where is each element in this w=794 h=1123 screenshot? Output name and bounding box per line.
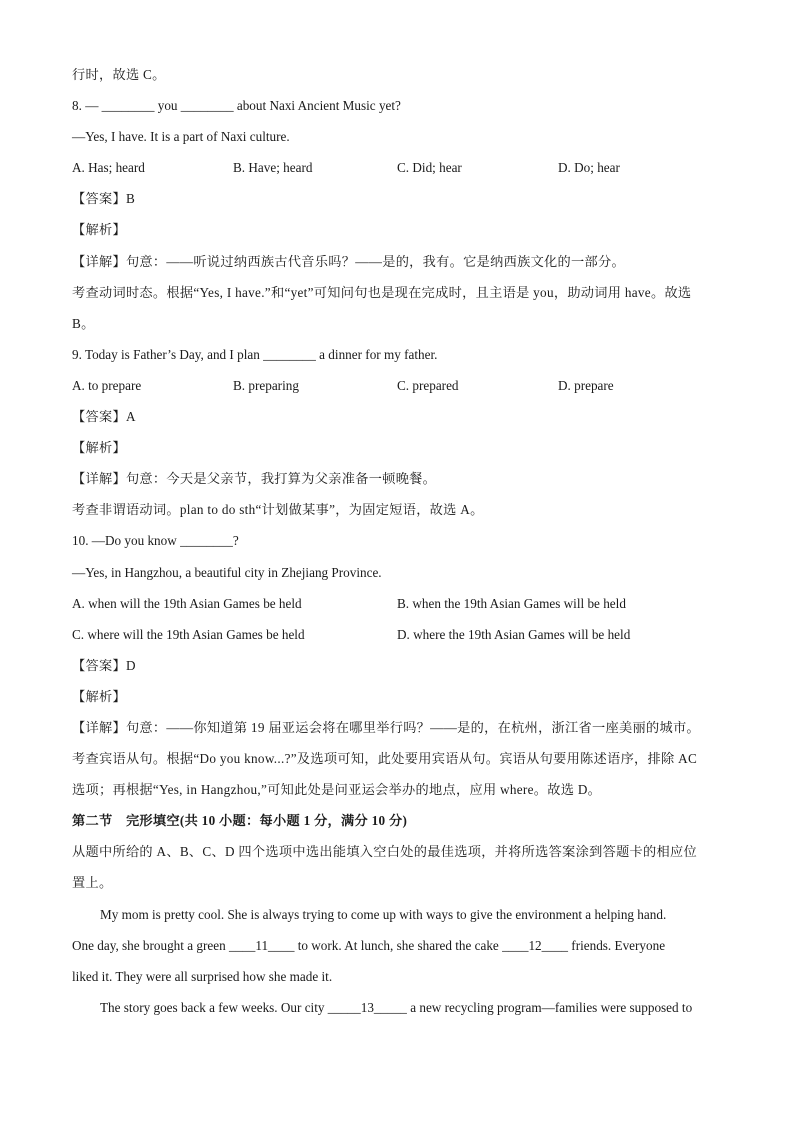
section-instructions: 置上。 <box>72 875 113 891</box>
question-8-stem: 8. — ________ you ________ about Naxi Ancient Music yet? <box>72 98 401 114</box>
explanation-text: B。 <box>72 315 95 331</box>
option-a: A. to prepare <box>72 377 142 393</box>
option-d: D. Do; hear <box>558 160 620 176</box>
question-10-options-ab <box>72 593 722 624</box>
text-line: 行时，故选 C。 <box>72 67 166 82</box>
answer-label: 【答案】D <box>72 657 136 673</box>
explanation-text: 考查宾语从句。根据“Do you know...?”及选项可知，此处要用宾语从句。宾语从句要用陈述语序，排除 AC <box>72 751 698 767</box>
detail-explanation: 【详解】句意：——听说过纳西族古代音乐吗？——是的，我有。它是纳西族文化的一部分。 <box>72 253 625 269</box>
question-8-reply: —Yes, I have. It is a part of Naxi culture. <box>72 129 290 145</box>
option-b: B. Have; heard <box>233 160 313 176</box>
question-10-reply: —Yes, in Hangzhou, a beautiful city in Zhejiang Province. <box>72 564 382 580</box>
option-c: C. prepared <box>397 377 459 393</box>
section-heading: 第二节 完形填空(共 10 小题：每小题 1 分，满分 10 分) <box>72 813 408 829</box>
passage-line: One day, she brought a green ____11____ to work. At lunch, she shared the cake ____12____ friends. Everyone <box>72 937 666 953</box>
analysis-label: 【解析】 <box>72 688 126 704</box>
answer-label: 【答案】A <box>72 409 136 425</box>
explanation-text: 选项；再根据“Yes, in Hangzhou,”可知此处是问亚运会举办的地点，应用 where。故选 D。 <box>72 782 602 798</box>
question-10-stem: 10. —Do you know ________? <box>72 533 239 549</box>
question-9-stem: 9. Today is Father’s Day, and I plan ________ a dinner for my father. <box>72 346 438 362</box>
answer-label: 【答案】B <box>72 191 136 207</box>
explanation-text: 考查非谓语动词。plan to do sth“计划做某事”，为固定短语，故选 A。 <box>72 502 484 518</box>
question-10-options-cd <box>72 624 722 655</box>
passage-paragraph: The story goes back a few weeks. Our city _____13_____ a new recycling program—families were supposed to <box>100 999 693 1015</box>
option-a: A. when will the 19th Asian Games be held <box>72 595 302 611</box>
option-a: A. Has; heard <box>72 160 145 176</box>
option-d: D. where the 19th Asian Games will be held <box>397 626 631 642</box>
passage-paragraph: My mom is pretty cool. She is always trying to come up with ways to give the environment a helping hand. <box>100 906 667 922</box>
section-instructions: 从题中所给的 A、B、C、D 四个选项中选出能填入空白处的最佳选项，并将所选答案涂到答题卡的相应位 <box>72 844 697 860</box>
option-b: B. preparing <box>233 377 299 393</box>
detail-explanation: 【详解】句意：今天是父亲节，我打算为父亲准备一顿晚餐。 <box>72 471 437 487</box>
option-d: D. prepare <box>558 377 614 393</box>
question-8-options <box>72 157 722 188</box>
document-page <box>72 64 722 1028</box>
option-b: B. when the 19th Asian Games will be held <box>397 595 626 611</box>
question-9-options <box>72 375 722 406</box>
option-c: C. Did; hear <box>397 160 462 176</box>
analysis-label: 【解析】 <box>72 222 126 238</box>
option-c: C. where will the 19th Asian Games be held <box>72 626 305 642</box>
detail-explanation: 【详解】句意：——你知道第 19 届亚运会将在哪里举行吗？——是的，在杭州，浙江省一座美丽的城市。 <box>72 719 700 735</box>
explanation-text: 考查动词时态。根据“Yes, I have.”和“yet”可知问句也是现在完成时，且主语是 you，助动词用 have。故选 <box>72 284 692 300</box>
passage-line: liked it. They were all surprised how she made it. <box>72 968 333 984</box>
analysis-label: 【解析】 <box>72 440 126 456</box>
